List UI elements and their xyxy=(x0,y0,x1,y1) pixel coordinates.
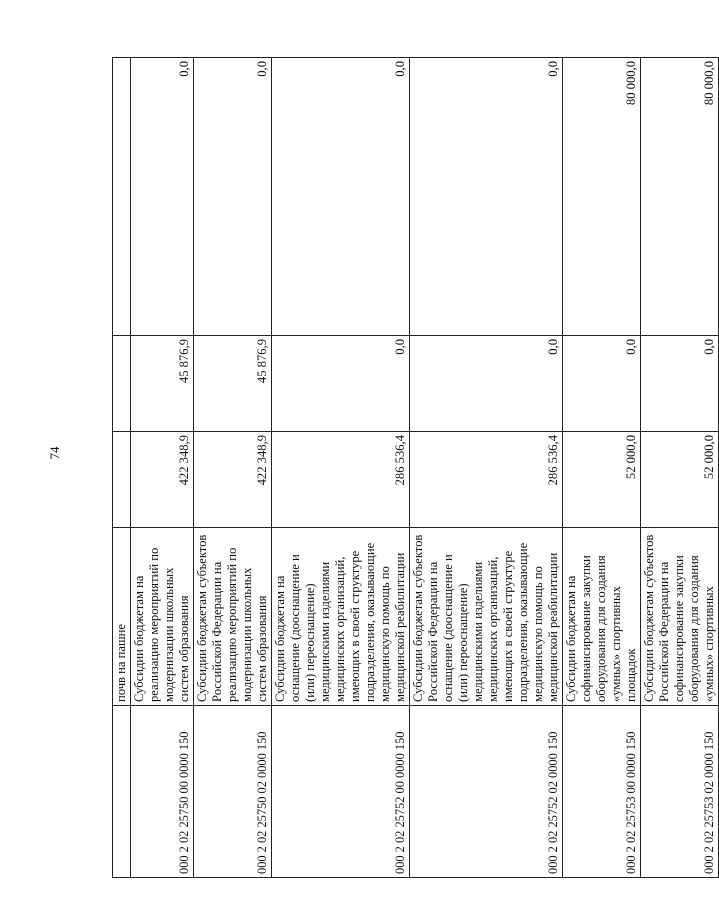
code-cell: 000 2 02 25753 02 0000 150 xyxy=(641,706,719,878)
table-row xyxy=(131,58,194,878)
value-cell-1: 422 348,9 xyxy=(131,432,194,528)
name-cell: Субсидии бюджетам субъектов Российской Федерации на оснащение (дооснащение и (или) переоснащение) медицинскими изделиями медицинских организаций, имеющих в своей структуре подразделения, оказывающие медицинскую помощь по медицинской реабилитации xyxy=(410,528,563,706)
value-cell-2: 45 876,9 xyxy=(194,336,272,432)
code-cell: 000 2 02 25752 00 0000 150 xyxy=(272,706,410,878)
name-cell: Субсидии бюджетам субъектов Российской Федерации на реализацию мероприятий по модернизации школьных систем образования xyxy=(194,528,272,706)
table-row xyxy=(410,58,563,878)
value-cell-1 xyxy=(113,432,131,528)
value-cell-3: 0,0 xyxy=(131,58,194,336)
value-cell-2: 45 876,9 xyxy=(131,336,194,432)
rotated-table-wrapper xyxy=(112,58,716,878)
value-cell-1: 422 348,9 xyxy=(194,432,272,528)
table-row xyxy=(113,58,131,878)
value-cell-2 xyxy=(113,336,131,432)
code-cell: 000 2 02 25750 02 0000 150 xyxy=(194,706,272,878)
value-cell-3 xyxy=(113,58,131,336)
table-row xyxy=(194,58,272,878)
value-cell-3: 80 000,0 xyxy=(563,58,641,336)
name-cell: почв на пашне xyxy=(113,528,131,706)
value-cell-3: 0,0 xyxy=(272,58,410,336)
name-cell: Субсидии бюджетам субъектов Российской Федерации на софинансирование закупки оборудования для создания «умных» спортивных xyxy=(641,528,719,706)
value-cell-3: 80 000,0 xyxy=(641,58,719,336)
value-cell-2: 0,0 xyxy=(563,336,641,432)
code-cell: 000 2 02 25752 02 0000 150 xyxy=(410,706,563,878)
value-cell-3: 0,0 xyxy=(410,58,563,336)
table-row xyxy=(272,58,410,878)
code-cell xyxy=(113,706,131,878)
value-cell-1: 52 000,0 xyxy=(563,432,641,528)
page-number: 74 xyxy=(47,446,62,460)
name-cell: Субсидии бюджетам на оснащение (дооснащение и (или) переоснащение) медицинскими изделиями медицинских организаций, имеющих в своей структуре подразделения, оказывающие медицинскую помощь по медицинской реабилитации xyxy=(272,528,410,706)
value-cell-1: 286 536,4 xyxy=(410,432,563,528)
value-cell-1: 286 536,4 xyxy=(272,432,410,528)
table-row xyxy=(641,58,719,878)
table-row xyxy=(563,58,641,878)
code-cell: 000 2 02 25750 00 0000 150 xyxy=(131,706,194,878)
name-cell: Субсидии бюджетам на реализацию мероприятий по модернизации школьных систем образования xyxy=(131,528,194,706)
value-cell-1: 52 000,0 xyxy=(641,432,719,528)
budget-table xyxy=(112,57,719,878)
name-cell: Субсидии бюджетам на софинансирование закупки оборудования для создания «умных» спортивных площадок xyxy=(563,528,641,706)
value-cell-2: 0,0 xyxy=(410,336,563,432)
value-cell-2: 0,0 xyxy=(272,336,410,432)
value-cell-3: 0,0 xyxy=(194,58,272,336)
value-cell-2: 0,0 xyxy=(641,336,719,432)
code-cell: 000 2 02 25753 00 0000 150 xyxy=(563,706,641,878)
